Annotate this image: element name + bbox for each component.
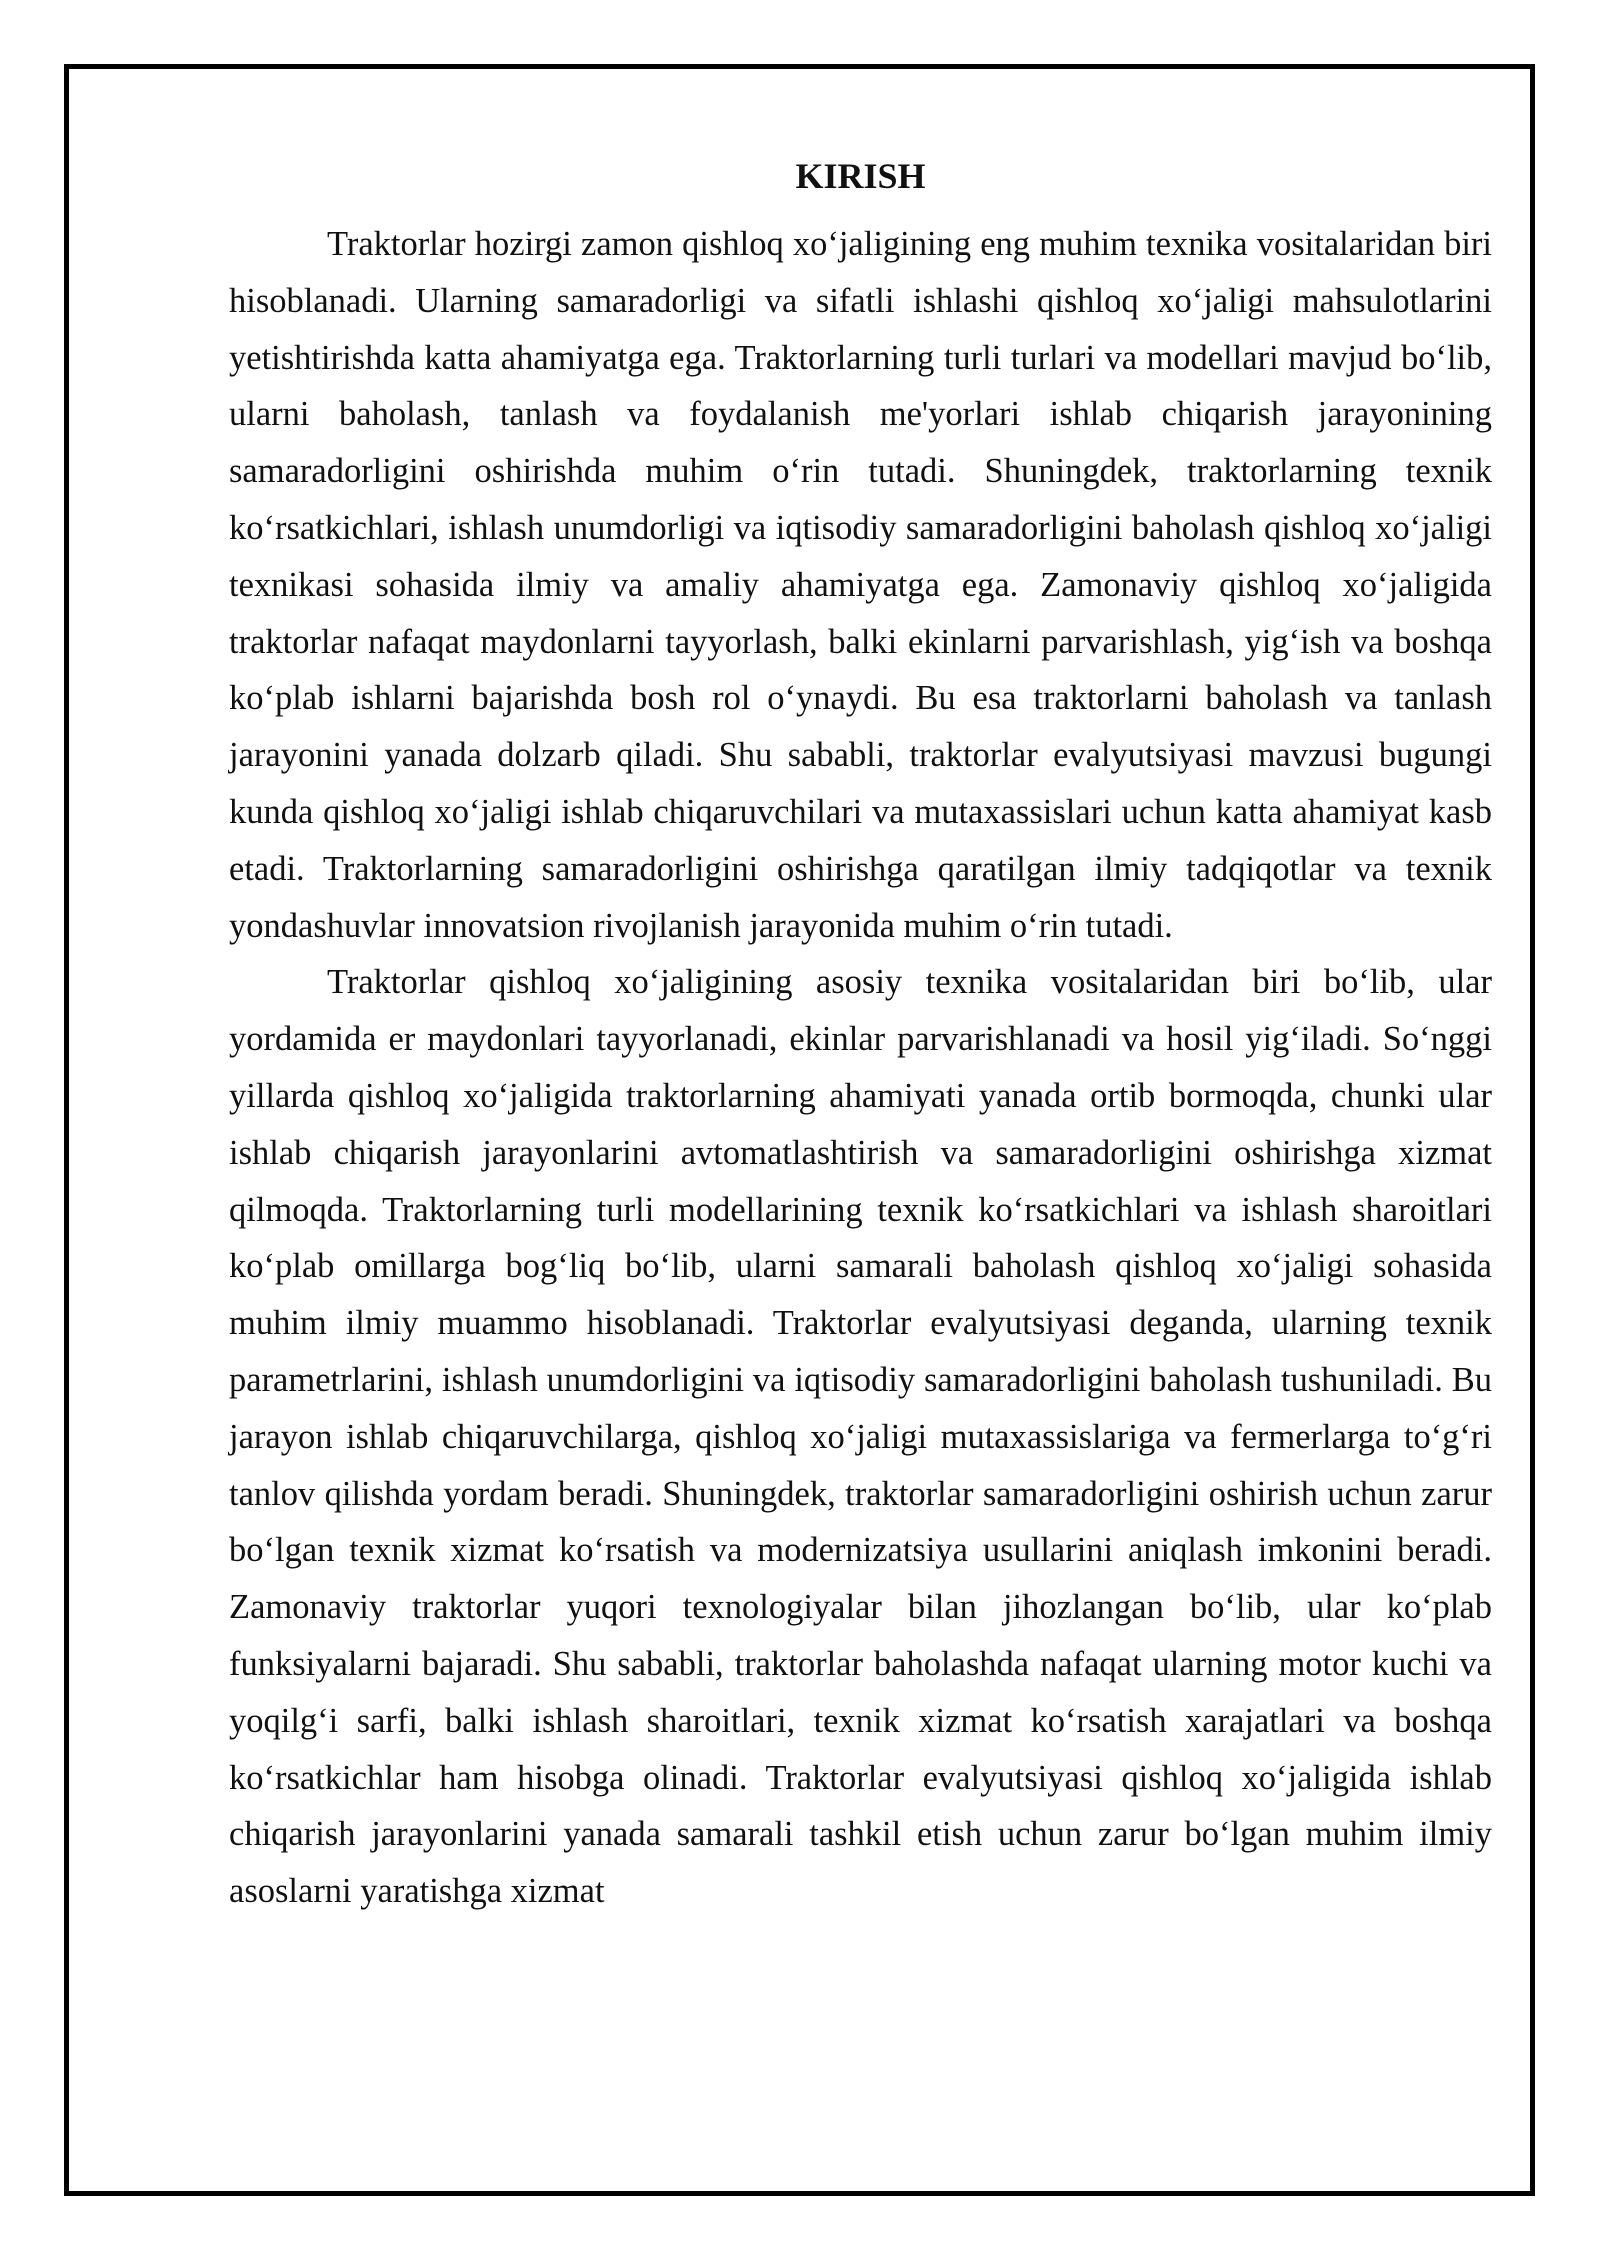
paragraph-1: Traktorlar hozirgi zamon qishloq xo‘jaligining eng muhim texnika vositalaridan biri hisoblanadi. Ularning samaradorligi va sifatli ishlashi qishloq xo‘jaligi mahsulotlarini yetishtirishda katta ahamiyatga ega. Traktorlarning turli turlari va modellari mavjud bo‘lib, ularni baholash, tanlash va foydalanish me'yorlari ishlab chiqarish jarayonining samaradorligini oshirishda muhim o‘rin tutadi. Shuningdek, traktorlarning texnik ko‘rsatkichlari, ishlash unumdorligi va iqtisodiy samaradorligini baholash qishloq xo‘jaligi texnikasi sohasida ilmiy va amaliy ahamiyatga ega. Zamonaviy qishloq xo‘jaligida traktorlar nafaqat maydonlarni tayyorlash, balki ekinlarni parvarishlash, yig‘ish va boshqa ko‘plab ishlarni bajarishda bosh rol o‘ynaydi. Bu esa traktorlarni baholash va tanlash jarayonini yanada dolzarb qiladi. Shu sababli, traktorlar evalyutsiyasi mavzusi bugungi kunda qishloq xo‘jaligi ishlab chiqaruvchilari va mutaxassislari uchun katta ahamiyat kasb etadi. Traktorlarning samaradorligini oshirishga qaratilgan ilmiy tadqiqotlar va texnik yondashuvlar innovatsion rivojlanish jarayonida muhim o‘rin tutadi. (229, 225, 1492, 945)
document-body (229, 148, 1492, 1920)
paragraph-2: Traktorlar qishloq xo‘jaligining asosiy texnika vositalaridan biri bo‘lib, ular yordamida er maydonlari tayyorlanadi, ekinlar parvarishlanadi va hosil yig‘iladi. So‘nggi yillarda qishloq xo‘jaligida traktorlarning ahamiyati yanada ortib bormoqda, chunki ular ishlab chiqarish jarayonlarini avtomatlashtirish va samaradorligini oshirishga xizmat qilmoqda. Traktorlarning turli modellarining texnik ko‘rsatkichlari va ishlash sharoitlari ko‘plab omillarga bog‘liq bo‘lib, ularni samarali baholash qishloq xo‘jaligi sohasida muhim ilmiy muammo hisoblanadi. Traktorlar evalyutsiyasi deganda, ularning texnik parametrlarini, ishlash unumdorligini va iqtisodiy samaradorligini baholash tushuniladi. Bu jarayon ishlab chiqaruvchilarga, qishloq xo‘jaligi mutaxassislariga va fermerlarga to‘g‘ri tanlov qilishda yordam beradi. Shuningdek, traktorlar samaradorligini oshirish uchun zarur bo‘lgan texnik xizmat ko‘rsatish va modernizatsiya usullarini aniqlash imkonini beradi. Zamonaviy traktorlar yuqori texnologiyalar bilan jihozlangan bo‘lib, ular ko‘plab funksiyalarni bajaradi. Shu sababli, traktorlar baholashda nafaqat ularning motor kuchi va yoqilg‘i sarfi, balki ishlash sharoitlari, texnik xizmat ko‘rsatish xarajatlari va boshqa ko‘rsatkichlar ham hisobga olinadi. Traktorlar evalyutsiyasi qishloq xo‘jaligida ishlab chiqarish jarayonlarini yanada samarali tashkil etish uchun zarur bo‘lgan muhim ilmiy asoslarni yaratishga xizmat (229, 963, 1492, 1911)
document-heading: KIRISH (795, 156, 926, 196)
